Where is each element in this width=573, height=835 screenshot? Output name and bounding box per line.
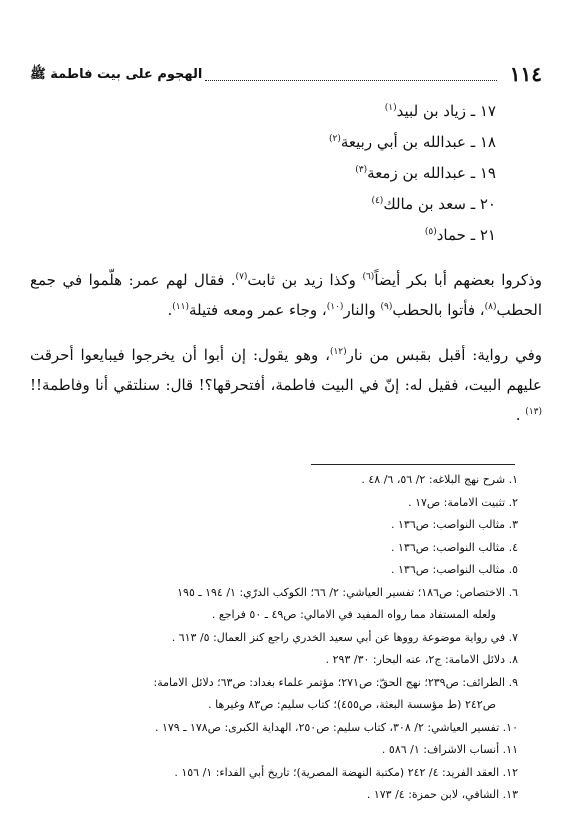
footnote: ١. شرح نهج البلاغه: ٢/ ٥٦، ٦/ ٤٨ . bbox=[361, 473, 518, 486]
footnote: ٧. في رواية موضوعة رووها عن أبي سعيد الخدري راجع كنز العمال: ٥/ ٦١٣ . bbox=[171, 630, 518, 644]
footnote-continuation: ص٢٤٢ (ط مؤسسة البعثة، ص٤٥٥)؛ كتاب سليم: ص٨٣ وغيرها . bbox=[208, 698, 496, 711]
footnote-ref[interactable]: (٨) bbox=[484, 302, 497, 312]
footnote: ٨. دلائل الامامة: ج٢، عنه البحار: ٣٠/ ٢٩٣ . bbox=[325, 653, 518, 666]
page-header bbox=[30, 62, 542, 88]
footnote-ref[interactable]: (١٠) bbox=[326, 302, 344, 312]
main-text bbox=[30, 96, 542, 445]
footnote-ref[interactable]: (٣) bbox=[355, 165, 368, 175]
footnote: ٦. الاختصاص: ص١٨٦؛ تفسير العياشي: ٢/ ٦٦؛ الكوكب الدرّي: ١/ ١٩٤ ـ ١٩٥ bbox=[177, 585, 518, 599]
page-number: ١١٤ bbox=[509, 62, 542, 86]
header-dotted-leader bbox=[205, 80, 497, 81]
footnote: ١٣. الشافي، لابن حمزة: ٤/ ١٧٣ . bbox=[366, 788, 518, 801]
footnote: ٥. مثالب النواصب: ص١٣٦ . bbox=[391, 563, 518, 576]
footnote-separator bbox=[311, 464, 515, 465]
footnote-ref[interactable]: (٩) bbox=[380, 302, 393, 312]
footnote: ١١. أنساب الاشراف: ١/ ٥٨٦ . bbox=[381, 743, 518, 756]
list-item: ٢١ ـ حماد$^{(٥)}$ bbox=[424, 226, 496, 244]
footnote: ١٠. تفسير العياشي: ٢/ ٣٠٨، كتاب سليم: ص٢٥٠، الهداية الكبرى: ص١٧٨ ـ ١٧٩ . bbox=[154, 720, 518, 734]
list-item: ١٩ ـ عبدالله بن زمعة$^{(٣)}$ bbox=[355, 164, 496, 182]
footnote-continuation: ولعله المستفاد مما رواه المفيد في الامالي: ص٤٩ ـ ٥٠ فراجع . bbox=[211, 608, 496, 621]
footnote-ref[interactable]: (٧) bbox=[235, 272, 248, 282]
running-title: الهجوم على بيت فاطمة ﷺ bbox=[30, 67, 203, 82]
footnote-ref[interactable]: (١١) bbox=[172, 302, 189, 312]
list-item: ١٧ ـ زياد بن لبيد$^{(١)}$ bbox=[384, 102, 496, 120]
footnote: ٣. مثالب النواصب: ص١٣٦ . bbox=[391, 518, 518, 531]
footnote-ref[interactable]: (١٢) bbox=[329, 347, 347, 357]
footnotes bbox=[30, 469, 518, 807]
footnote-ref[interactable]: (١٣) bbox=[525, 407, 542, 417]
footnote-ref[interactable]: (٢) bbox=[329, 134, 341, 144]
list-item: ١٨ ـ عبدالله بن أبي ربيعة$^{(٢)}$ bbox=[329, 133, 496, 151]
footnote: ٤. مثالب النواصب: ص١٣٦ . bbox=[391, 540, 518, 554]
footnote-ref[interactable]: (١) bbox=[384, 103, 397, 113]
footnote: ٩. الطرائف: ص٢٣٩؛ نهج الحقّ: ص٢٧١؛ مؤتمر علماء بغداد: ص٦٣؛ دلائل الامامة: bbox=[153, 675, 518, 689]
footnote-ref[interactable]: (٥) bbox=[424, 227, 437, 237]
list-item: ٢٠ ـ سعد بن مالك$^{(٤)}$ bbox=[371, 195, 496, 213]
footnote-ref[interactable]: (٦) bbox=[362, 272, 375, 282]
footnote-ref[interactable]: (٤) bbox=[371, 196, 384, 206]
footnote: ٢. تثبيت الامامة: ص١٧ . bbox=[408, 495, 518, 509]
footnote: ١٢. العقد الفريد: ٤/ ٢٤٢ (مكتبة النهضة المصرية)؛ تاريخ أبي الفداء: ١/ ١٥٦ . bbox=[174, 765, 518, 779]
paragraph-2: وفي رواية: أقبل بقبس من نار$^{(١٢)}$، وهو يقول: إن أبوا أن يخرجوا فيبايعوا أحرقت عليهم البيت، فقيل له: إنّ في البيت فاطمة، أفتحرقها؟! قال: سنلتقي أنا وفاطمة!!$^{(١٣)}$ . bbox=[30, 346, 542, 424]
paragraph-1: وذكروا بعضهم أبا بكر أيضاً$^{(٦)}$ وكذا زيد بن ثابت$^{(٧)}$. فقال لهم عمر: هلّموا في جمع الحطب$^{(٨)}$، فأتوا بالحطب$^{(٩)}$ والنار$^{(١٠)}$، وجاء عمر ومعه فتيلة$^{(١١)}$. bbox=[30, 271, 542, 319]
